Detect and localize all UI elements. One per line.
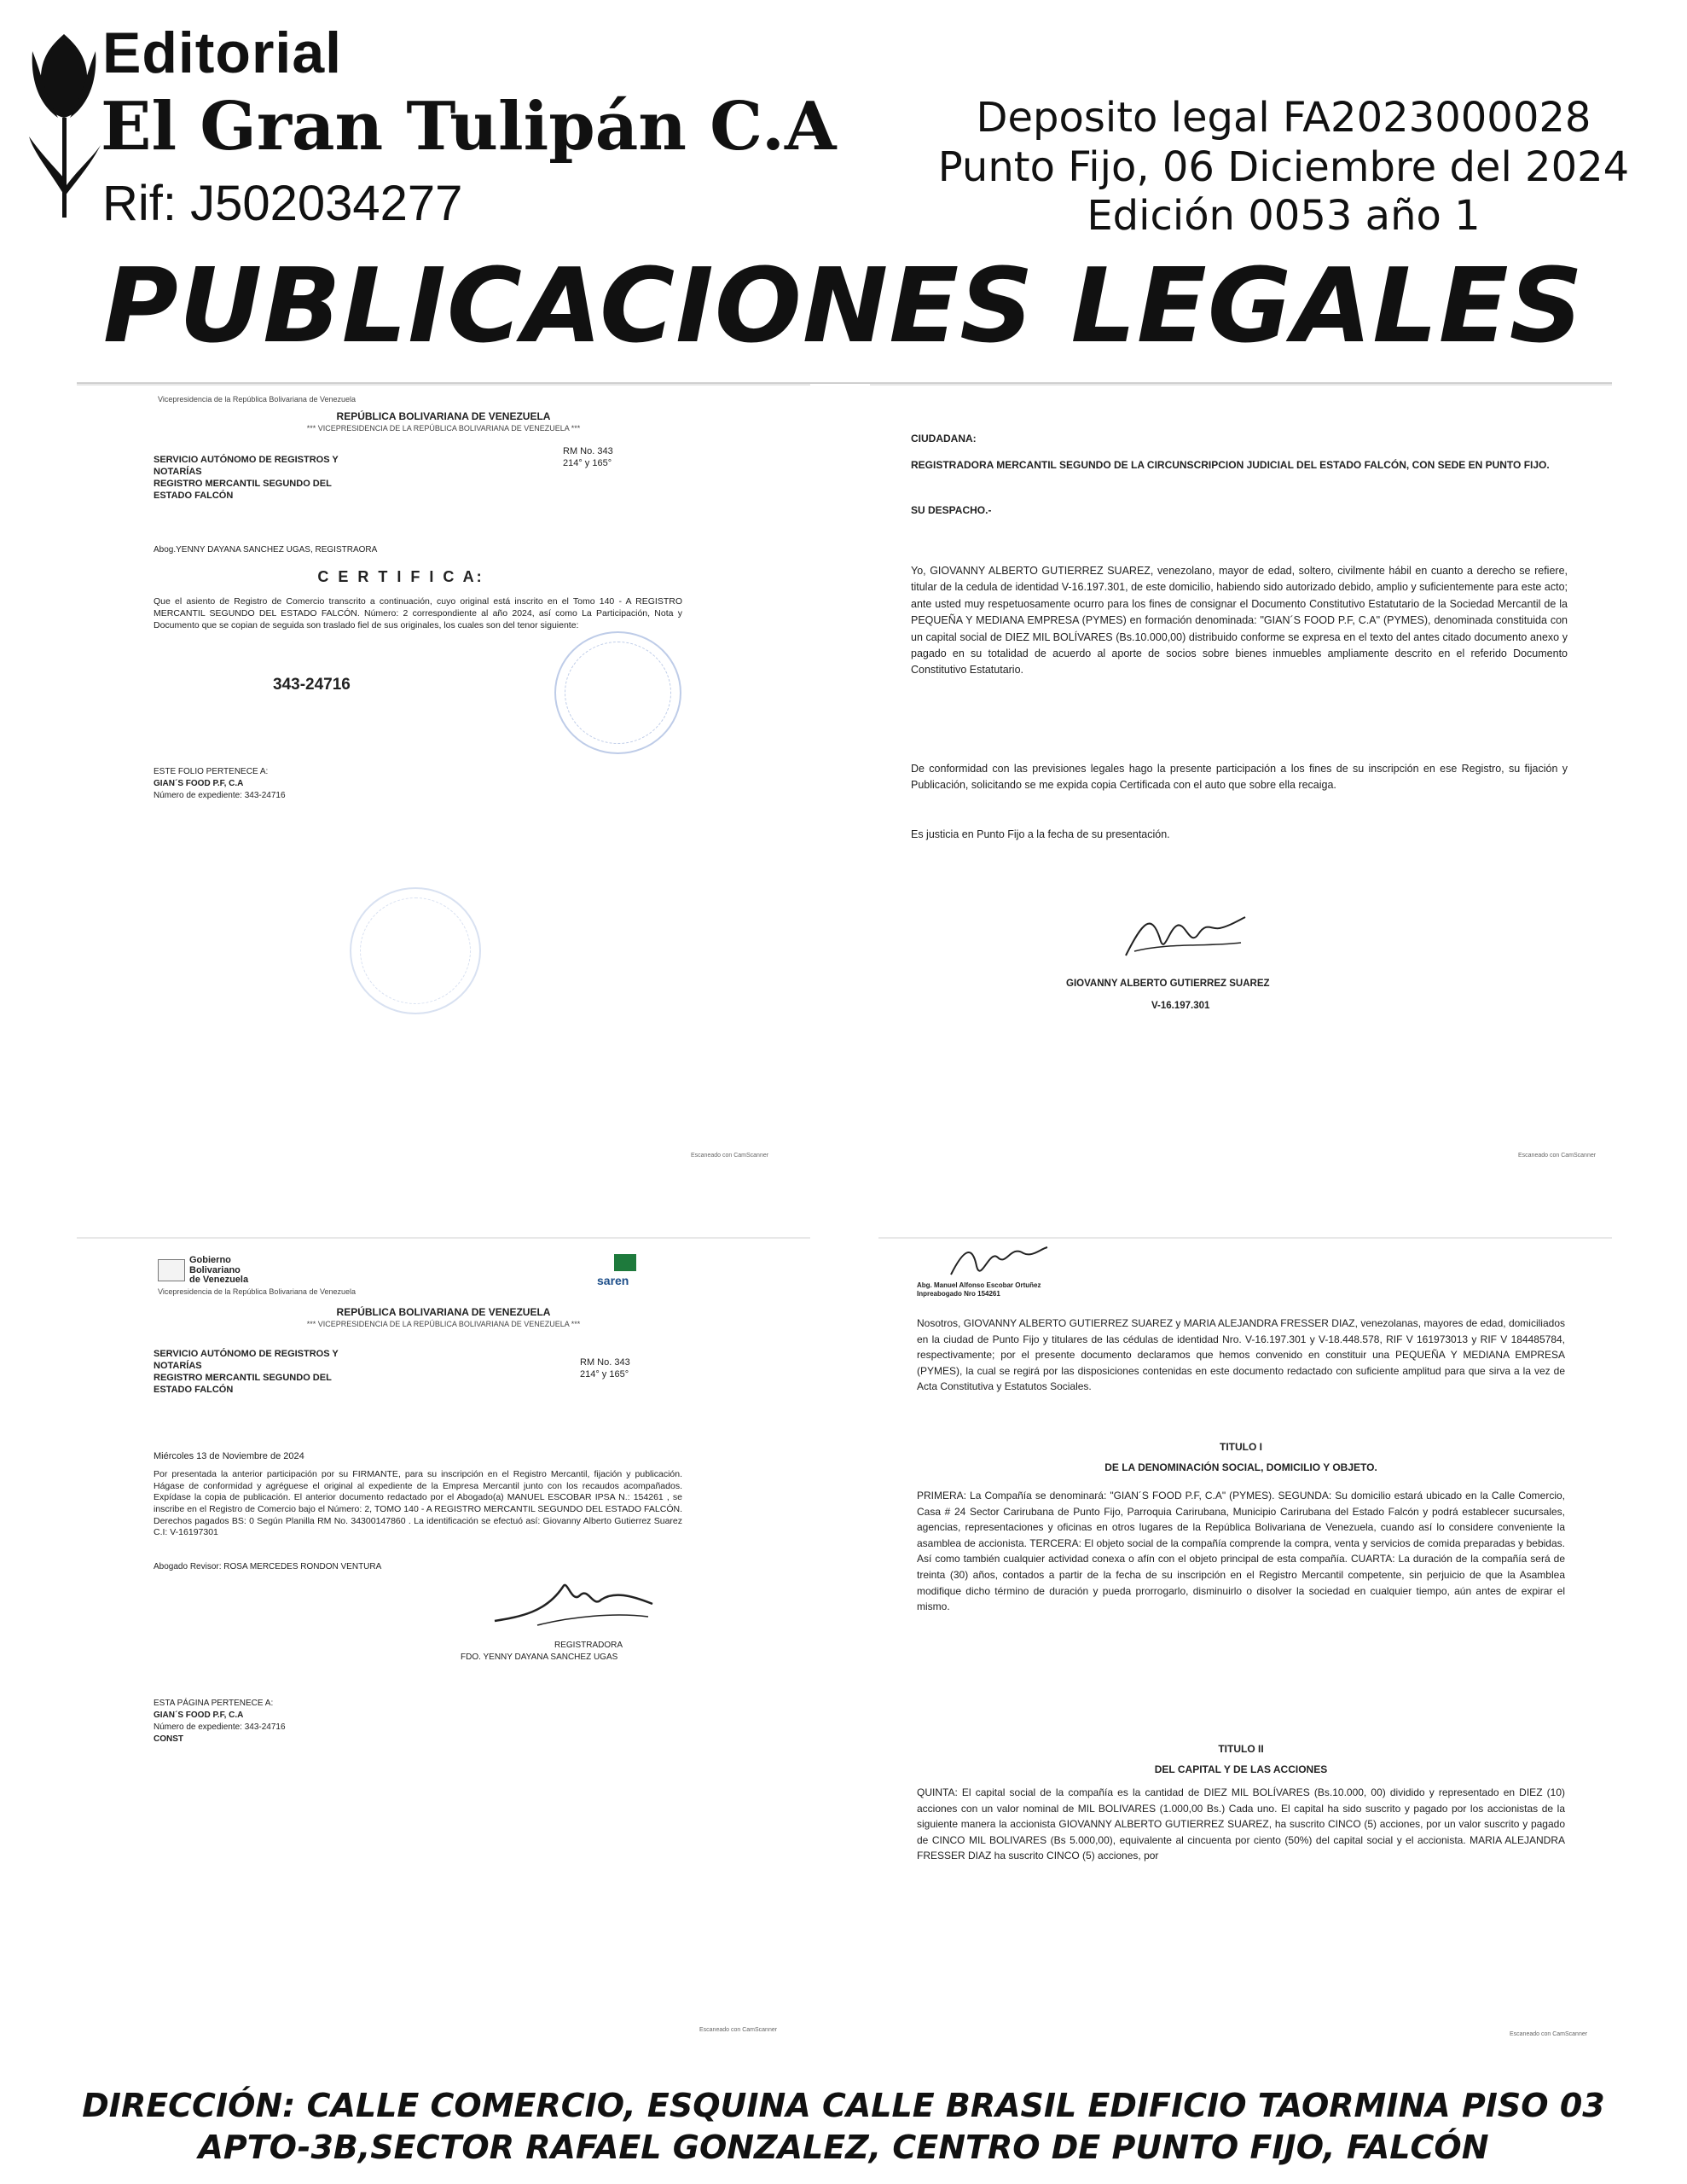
deposito-legal: Deposito legal FA2023000028 [976, 94, 1591, 142]
titulo-1: TITULO I [1220, 1441, 1262, 1453]
rm-number: RM No. 343 [563, 446, 613, 456]
saren-label: saren [597, 1274, 629, 1287]
signature-image [1117, 904, 1254, 973]
registro-number: 343-24716 [273, 676, 351, 694]
servicio-line-3: REGISTRO MERCANTIL SEGUNDO DEL [154, 479, 332, 489]
registry-stamp [554, 631, 681, 754]
footer-address [0, 2085, 1687, 2169]
participacion-paragraph-2: De conformidad con las previsiones legales hago la presente participación a los fines de su inscripción en ese Registro, su fijación y Publicación, solicitando se me expida copia Certificada con el auto que sobre ella recaiga. [911, 763, 1568, 792]
scan-edge [77, 384, 810, 386]
republica-heading: REPÚBLICA BOLIVARIANA DE VENEZUELA [336, 410, 551, 422]
scan-edge [77, 1237, 810, 1239]
pagina-label: ESTA PÁGINA PERTENECE A: [154, 1699, 274, 1708]
firmante-cedula: V-16.197.301 [1151, 1001, 1210, 1011]
servicio-line-4: ESTADO FALCÓN [154, 491, 234, 501]
page-title: PUBLICACIONES LEGALES [102, 247, 1585, 366]
company-rif: Rif: J502034277 [102, 176, 463, 231]
registradora-signed: FDO. YENNY DAYANA SANCHEZ UGAS [461, 1653, 618, 1662]
abogado-name: Abg. Manuel Alfonso Escobar Ortuñez [917, 1281, 1041, 1289]
rm-year: 214° y 165° [580, 1369, 629, 1380]
vice-label: Vicepresidencia de la República Bolivariana de Venezuela [158, 395, 356, 404]
registradora-title: REGISTRADORA [554, 1641, 623, 1650]
expediente-number: Número de expediente: 343-24716 [154, 1722, 286, 1732]
saren-logo-icon [614, 1254, 636, 1271]
scanned-page-participacion [870, 384, 1612, 1177]
camscanner-mark: Escaneado con CamScanner [691, 1153, 769, 1159]
abogado-ipsa: Inpreabogado Nro 154261 [917, 1290, 1000, 1298]
vice-label: Vicepresidencia de la República Bolivariana de Venezuela [158, 1287, 356, 1296]
abogado-revisor: Abogado Revisor: ROSA MERCEDES RONDON VENTURA [154, 1562, 382, 1571]
publication-date: Punto Fijo, 06 Diciembre del 2024 [937, 142, 1630, 191]
registradora-signature-image [486, 1570, 657, 1638]
footer-line-2: APTO-3B,SECTOR RAFAEL GONZALEZ, CENTRO DE PUNTO FIJO, FALCÓN [198, 2129, 1489, 2167]
certifica-text: Que el asiento de Registro de Comercio transcrito a continuación, cuyo original está inscrito en el Tomo 140 - A REGISTRO MERCANTIL SEGUNDO DEL ESTADO FALCÓN. Número: 2 correspondiente al año 2024, así como La Participación, Nota y Documento que se copian de seguida son traslado fiel de sus originales, los cuales son del tenor siguiente: [154, 596, 682, 631]
rm-number: RM No. 343 [580, 1357, 630, 1368]
servicio-line-2: NOTARÍAS [154, 1361, 202, 1371]
camscanner-mark: Escaneado con CamScanner [1510, 2031, 1588, 2037]
gobierno-line-2: Bolivariano [189, 1264, 241, 1275]
registro-date: Miércoles 13 de Noviembre de 2024 [154, 1451, 304, 1461]
vicepresidencia-heading: *** VICEPRESIDENCIA DE LA REPÚBLICA BOLIVARIANA DE VENEZUELA *** [306, 1320, 581, 1328]
venezuela-flag-icon [158, 1259, 185, 1281]
acta-paragraph-3: QUINTA: El capital social de la compañía es la cantidad de DIEZ MIL BOLÍVARES (Bs.10.000, 00) dividido y representado en DIEZ (10) acciones con un valor nominal de MIL BOLIVARES (1.000,00 Bs.) Cada uno. El capital ha sido suscrito y pagado por los accionistas de la siguiente manera la accionista GIOVANNY ALBERTO GUTIERREZ SUAREZ, ha suscrito CINCO (5) acciones, por un valor suscrito y pagado de CINCO MIL BOLIVARES (Bs 5.000,00), equivalente al cincuenta por ciento (50%) del capital social y el accionista. MARIA ALEJANDRA FRESSER DIAZ ha suscrito CINCO (5) acciones, por [917, 1786, 1565, 1862]
footer-line-1: DIRECCIÓN: CALLE COMERCIO, ESQUINA CALLE BRASIL EDIFICIO TAORMINA PISO 03 [82, 2087, 1605, 2124]
company-name-1: GIAN´S FOOD P.F, C.A [154, 779, 244, 788]
republica-heading: REPÚBLICA BOLIVARIANA DE VENEZUELA [336, 1306, 551, 1318]
gobierno-line-3: de Venezuela [189, 1275, 249, 1286]
edition-number: Edición 0053 año 1 [1087, 192, 1481, 241]
servicio-line-1: SERVICIO AUTÓNOMO DE REGISTROS Y [154, 1349, 339, 1359]
scanned-page-acta-constitutiva [878, 1237, 1612, 2048]
tulip-icon [24, 26, 105, 222]
registradora-address: REGISTRADORA MERCANTIL SEGUNDO DE LA CIRCUNSCRIPCION JUDICIAL DEL ESTADO FALCÓN, CON SEDE EN PUNTO FIJO. [911, 459, 1550, 471]
despacho-label: SU DESPACHO.- [911, 504, 992, 516]
servicio-line-2: NOTARÍAS [154, 467, 202, 477]
titulo-2-subtitle: DEL CAPITAL Y DE LAS ACCIONES [1154, 1763, 1328, 1775]
registradora-name: Abog.YENNY DAYANA SANCHEZ UGAS, REGISTRAORA [154, 545, 378, 555]
servicio-line-3: REGISTRO MERCANTIL SEGUNDO DEL [154, 1373, 332, 1383]
servicio-line-1: SERVICIO AUTÓNOMO DE REGISTROS Y [154, 455, 339, 465]
vicepresidencia-heading: *** VICEPRESIDENCIA DE LA REPÚBLICA BOLIVARIANA DE VENEZUELA *** [306, 424, 581, 433]
scanned-page-registro [77, 1237, 810, 2048]
participacion-paragraph-1: Yo, GIOVANNY ALBERTO GUTIERREZ SUAREZ, venezolano, mayor de edad, soltero, civilmente hábil en cuanto a derecho se refiere, titular de la cedula de identidad V-16.197.301, de este domicilio, habiendo sido autorizado debido, amplio y suficientemente para este acto; ante usted muy respetuosamente ocurro para los fines de consignar el Documento Constitutivo Estatutario de la Sociedad Mercantil de la PEQUEÑA Y MEDIANA EMPRESA (PYMES) en formación denominada: "GIAN´S FOOD P.F, C.A" (PYMES), denominada constituida con un capital social de DIEZ MIL BOLÍVARES (Bs.10.000,00) distribuido conforme se expresa en el texto del antes citado documento anexo y pagado en su totalidad de acuerdo al aporte de socios sobre bienes inmuebles ampliamente descrito en el referido Documento Constitutivo Estatutario. [911, 565, 1568, 677]
folio-label: ESTE FOLIO PERTENECE A: [154, 767, 269, 776]
firmante-name: GIOVANNY ALBERTO GUTIERREZ SUAREZ [1066, 979, 1270, 989]
abogado-signature-image [947, 1240, 1049, 1283]
scan-edge [870, 384, 1612, 386]
titulo-2: TITULO II [1218, 1743, 1264, 1755]
faded-stamp [350, 887, 481, 1014]
acta-paragraph-2: PRIMERA: La Compañía se denominará: "GIAN´S FOOD P.F, C.A" (PYMES). SEGUNDA: Su domicilio estará ubicado en la Calle Comercio, Casa # 24 Sector Carirubana de Punto Fijo, Parroquia Carirubana, Municipio Carirubana del Estado Falcón y podrá establecer sucursales, agencias, representaciones y oficinas en otros lugares de la República Bolivariana de Venezuela, cuando así lo considere conveniente la asamblea de accionista. TERCERA: El objeto social de la compañía comprende la compra, venta y servicios de comida preparadas y bebidas. Así como también cualquier actividad conexa o afín con el objeto principal de esta compañía. CUARTA: La duración de la compañía será de treinta (30) años, contados a partir de la fecha de su inscripción en el Registro Mercantil competente, sin perjuicio de que la Asamblea modifique dicho término de duración y pueda prorrogarlo, disminuirlo o disolver la sociedad en cualquier tiempo, aún antes de expirar el mismo. [917, 1490, 1565, 1613]
company-name: El Gran Tulipán C.A [101, 88, 837, 166]
company-name-3: GIAN´S FOOD P.F, C.A [154, 1711, 244, 1720]
camscanner-mark: Escaneado con CamScanner [1518, 1153, 1597, 1159]
titulo-1-subtitle: DE LA DENOMINACIÓN SOCIAL, DOMICILIO Y OBJETO. [1104, 1461, 1377, 1473]
scanned-page-certifica [77, 384, 810, 1177]
editorial-label: Editorial [102, 20, 343, 85]
acta-paragraph-1: Nosotros, GIOVANNY ALBERTO GUTIERREZ SUAREZ y MARIA ALEJANDRA FRESSER DIAZ, venezolanas, mayores de edad, domiciliados en la ciudad de Punto Fijo y titulares de las cédulas de identidad Nro. V-16.197.301 y V-18.448.578, RIF V 161973013 y RIF V 184485784, respectivamente; por el presente documento declaramos que hemos convenido en constituir una PEQUEÑA Y MEDIANA EMPRESA (PYMES), la cual se regirá por las disposiciones contenidas en este documento redactado con suficiente amplitud para que sirva a la vez de Acta Constitutiva y Estatutos Sociales. [917, 1317, 1565, 1393]
expediente-number: Número de expediente: 343-24716 [154, 791, 286, 800]
ciudadana-label: CIUDADANA: [911, 433, 977, 444]
gobierno-logo-text [189, 1256, 248, 1286]
gobierno-line-1: Gobierno [189, 1255, 231, 1265]
rm-year: 214° y 165° [563, 458, 612, 468]
camscanner-mark: Escaneado con CamScanner [699, 2027, 778, 2033]
const-label: CONST [154, 1734, 183, 1744]
edition-info [913, 94, 1655, 241]
certifica-heading: C E R T I F I C A: [317, 568, 484, 585]
scan-edge [878, 1237, 1612, 1239]
participacion-paragraph-3: Es justicia en Punto Fijo a la fecha de su presentación. [911, 828, 1170, 840]
registro-text: Por presentada la anterior participación por su FIRMANTE, para su inscripción en el Registro Mercantil, fijación y publicación. Hágase de conformidad y agréguese el original al expediente de la Empresa Mercantil junto con los recaudos acompañados. Expídase la copia de publicación. El anterior documento redactado por el Abogado(a) MANUEL ESCOBAR IPSA N.: 154261 , se inscribe en el Registro de Comercio bajo el Número: 2, TOMO 140 - A REGISTRO MERCANTIL SEGUNDO DEL ESTADO FALCÓN. Derechos pagados BS: 0 Según Planilla RM No. 34300147860 . La identificación se efectuó así: Giovanny Alberto Gutierrez Suarez C.I: V-16197301 [154, 1469, 682, 1538]
servicio-line-4: ESTADO FALCÓN [154, 1385, 234, 1395]
